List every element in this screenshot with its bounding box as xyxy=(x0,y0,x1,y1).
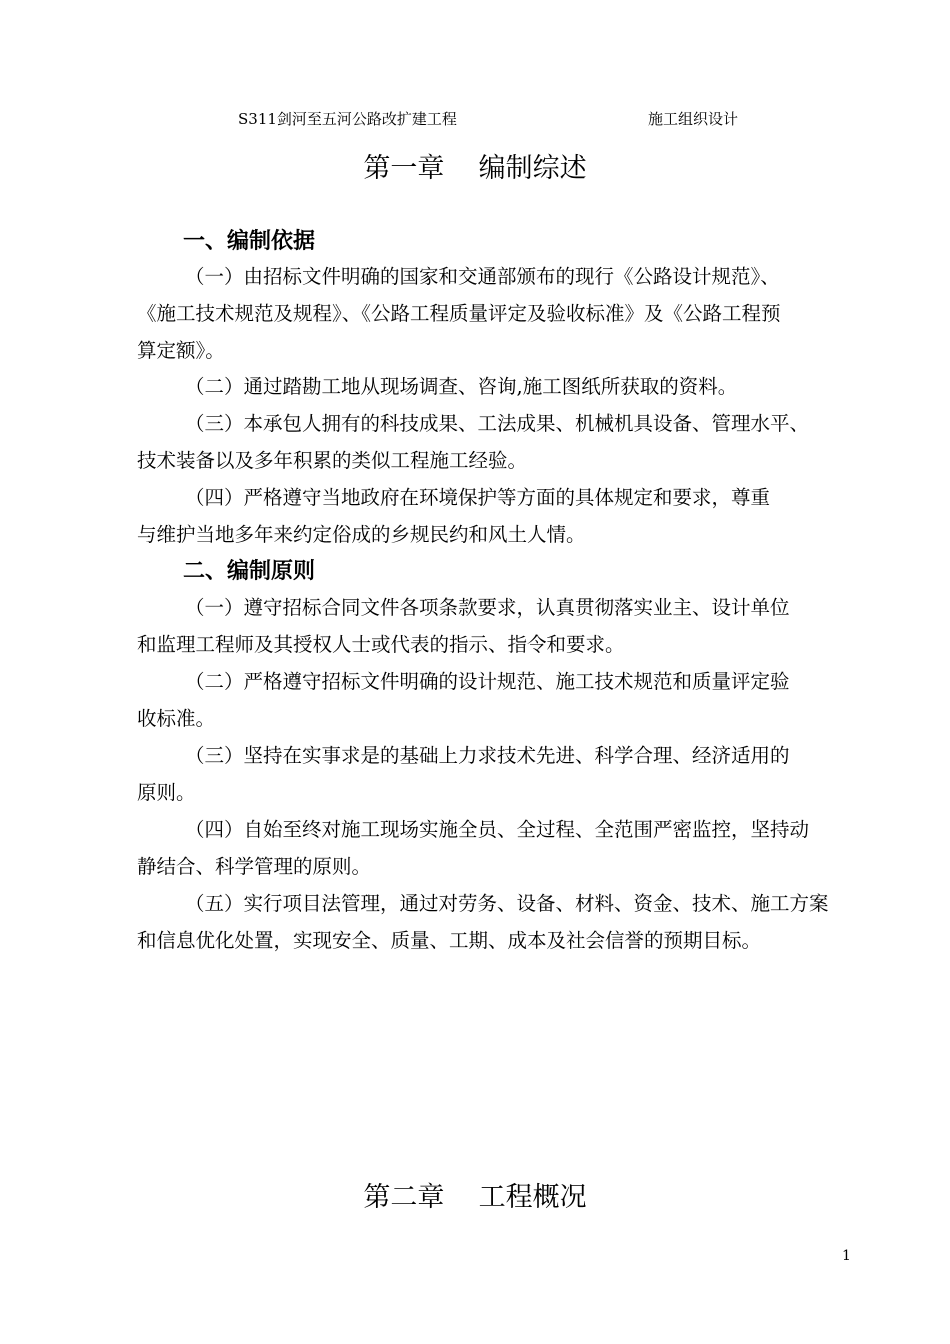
section-2-paragraph-4 xyxy=(137,811,862,885)
paragraph-line: （三）坚持在实事求是的基础上力求技术先进、科学合理、经济适用的 xyxy=(185,744,790,767)
section-1-paragraph-1 xyxy=(137,258,862,369)
paragraph-line: 和监理工程师及其授权人士或代表的指示、指令和要求。 xyxy=(137,633,625,656)
paragraph-line: （一）由招标文件明确的国家和交通部颁布的现行《公路设计规范》、 xyxy=(185,265,780,288)
paragraph-line: 静结合、科学管理的原则。 xyxy=(137,855,372,878)
paragraph-line: 收标准。 xyxy=(137,707,216,730)
paragraph-line: 《施工技术规范及规程》、《公路工程质量评定及验收标准》及《公路工程预 xyxy=(137,302,781,325)
paragraph-line: （四）严格遵守当地政府在环境保护等方面的具体规定和要求，尊重 xyxy=(185,486,771,509)
paragraph-line: （四）自始至终对施工现场实施全员、全过程、全范围严密监控，坚持动 xyxy=(185,818,810,841)
section-2-paragraph-3 xyxy=(137,737,862,811)
chapter-2-title: 第二章 工程概况 xyxy=(363,1182,587,1213)
section-1-paragraph-4 xyxy=(137,479,862,553)
chapter-1-title: 第一章 编制综述 xyxy=(363,153,587,184)
paragraph-line: （二）通过踏勘工地从现场调查、咨询,施工图纸所获取的资料。 xyxy=(185,375,738,398)
section-2-paragraph-5 xyxy=(137,885,862,959)
paragraph-line: 技术装备以及多年积累的类似工程施工经验。 xyxy=(137,449,528,472)
page-number: 1 xyxy=(842,1248,851,1264)
header-document-type: 施工组织设计 xyxy=(648,110,739,128)
section-2-paragraph-2 xyxy=(137,663,862,737)
paragraph-line: 原则。 xyxy=(137,781,196,804)
section-2-heading: 二、编制原则 xyxy=(183,559,316,584)
paragraph-line: 和信息优化处置，实现安全、质量、工期、成本及社会信誉的预期目标。 xyxy=(137,929,762,952)
section-1-paragraph-2 xyxy=(137,368,862,405)
section-1-paragraph-3 xyxy=(137,405,862,479)
paragraph-line: 与维护当地多年来约定俗成的乡规民约和风土人情。 xyxy=(137,523,586,546)
header-project-name: S311剑河至五河公路改扩建工程 xyxy=(238,110,457,128)
section-2-paragraph-1 xyxy=(137,589,862,663)
page-header xyxy=(0,108,950,132)
paragraph-line: 算定额》。 xyxy=(137,339,225,362)
paragraph-line: （三）本承包人拥有的科技成果、工法成果、机械机具设备、管理水平、 xyxy=(185,412,810,435)
section-1-heading: 一、编制依据 xyxy=(183,229,316,254)
paragraph-line: （五）实行项目法管理，通过对劳务、设备、材料、资金、技术、施工方案 xyxy=(185,892,829,915)
paragraph-line: （二）严格遵守招标文件明确的设计规范、施工技术规范和质量评定验 xyxy=(185,670,790,693)
paragraph-line: （一）遵守招标合同文件各项条款要求，认真贯彻落实业主、设计单位 xyxy=(185,596,790,619)
